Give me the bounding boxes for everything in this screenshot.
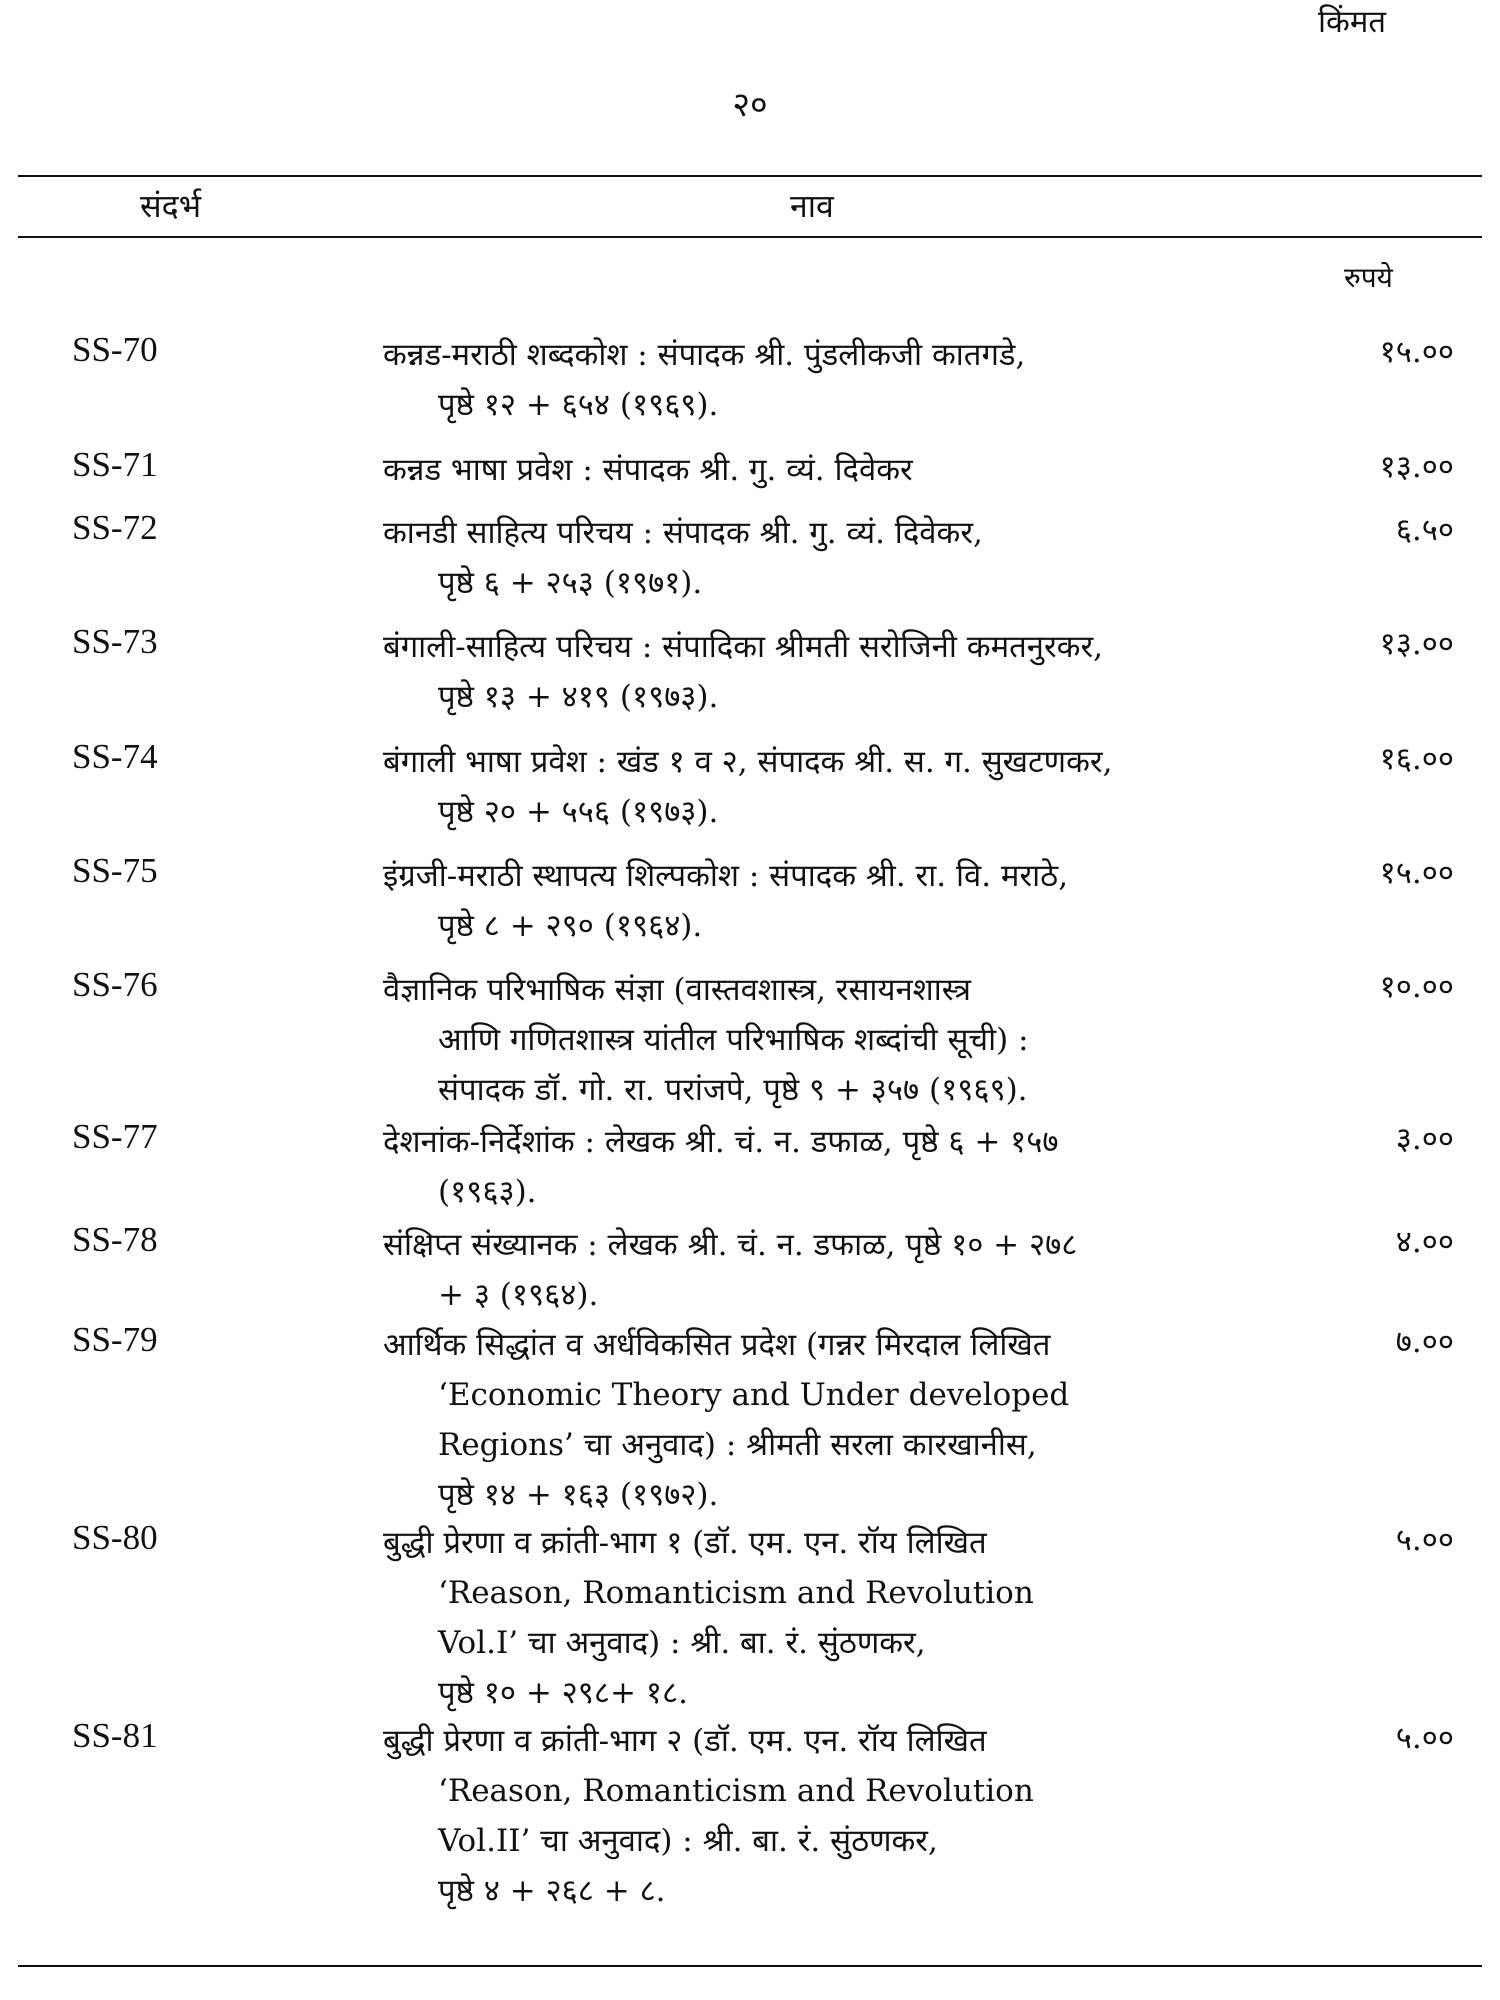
entry-title: [383, 622, 1275, 722]
entry-title-line: कन्नड भाषा प्रवेश : संपादक श्री. गु. व्यं. दिवेकर: [383, 452, 913, 488]
entry-title-line: पृष्ठे ६ + २५३ (१९७१).: [438, 565, 703, 601]
entry-title-line: बुद्धी प्रेरणा व क्रांती-भाग २ (डॉ. एम. एन. रॉय लिखित: [383, 1723, 987, 1759]
entry-title: [383, 851, 1275, 951]
entry-price: १०.००: [1379, 969, 1454, 1005]
entry-ref: SS-80: [72, 1518, 158, 1557]
entry-ref: SS-78: [72, 1220, 158, 1259]
column-header-price: किंमत: [1318, 4, 1387, 40]
currency-label: रुपये: [1344, 261, 1393, 294]
entry-price: ७.००: [1395, 1324, 1454, 1360]
entry-price: ४.००: [1395, 1224, 1454, 1260]
entry-title: [383, 508, 1275, 608]
entry-title-line: पृष्ठे १३ + ४१९ (१९७३).: [438, 679, 719, 715]
entry-title-line: वैज्ञानिक परिभाषिक संज्ञा (वास्तवशास्त्र, रसायनशास्त्र: [383, 972, 971, 1008]
entry-title: [383, 445, 1275, 495]
column-header-ref: संदर्भ: [140, 187, 202, 225]
entry-title-line: बुद्धी प्रेरणा व क्रांती-भाग १ (डॉ. एम. एन. रॉय लिखित: [383, 1525, 987, 1561]
entry-title-line: Regions’ चा अनुवाद) : श्रीमती सरला कारखानीस,: [438, 1427, 1037, 1463]
entry-title-line: इंग्रजी-मराठी स्थापत्य शिल्पकोश : संपादक श्री. रा. वि. मराठे,: [383, 858, 1069, 894]
entry-price: १३.००: [1379, 449, 1454, 485]
entry-title: [383, 1320, 1275, 1520]
entry-title: [383, 1117, 1275, 1217]
page-number: २०: [732, 85, 768, 125]
entry-ref: SS-75: [72, 851, 158, 890]
entry-title-line: पृष्ठे १४ + १६३ (१९७२).: [438, 1477, 719, 1513]
entry-price: ५.००: [1395, 1522, 1454, 1558]
entry-title-line: Vol.I’ चा अनुवाद) : श्री. बा. रं. सुंठणकर,: [438, 1625, 926, 1661]
column-header-name: नाव: [790, 187, 834, 225]
entry-price: ३.००: [1395, 1121, 1454, 1157]
table-header-rule: [18, 236, 1482, 238]
entry-title-line: ‘Reason, Romanticism and Revolution: [438, 1575, 1034, 1611]
entry-title-line: ‘Reason, Romanticism and Revolution: [438, 1773, 1034, 1809]
entry-title: [383, 330, 1275, 430]
entry-price: १६.००: [1379, 741, 1454, 777]
entry-title-line: बंगाली भाषा प्रवेश : खंड १ व २, संपादक श्री. स. ग. सुखटणकर,: [383, 744, 1113, 780]
entry-price: १५.००: [1379, 334, 1454, 370]
entry-title: [383, 965, 1275, 1115]
entry-ref: SS-70: [72, 330, 158, 369]
entry-ref: SS-73: [72, 622, 158, 661]
entry-title-line: (१९६३).: [438, 1174, 537, 1210]
entry-title-line: + ३ (१९६४).: [438, 1277, 599, 1313]
entry-ref: SS-72: [72, 508, 158, 547]
entry-title: [383, 737, 1275, 837]
entry-ref: SS-81: [72, 1716, 158, 1755]
entry-price: ५.००: [1395, 1720, 1454, 1756]
table-top-rule: [18, 175, 1482, 177]
entry-price: १३.००: [1379, 626, 1454, 662]
entry-title-line: पृष्ठे १२ + ६५४ (१९६९).: [438, 387, 719, 423]
entry-price: १५.००: [1379, 855, 1454, 891]
entry-ref: SS-77: [72, 1117, 158, 1156]
entry-title-line: पृष्ठे २० + ५५६ (१९७३).: [438, 794, 719, 830]
entry-title-line: बंगाली-साहित्य परिचय : संपादिका श्रीमती सरोजिनी कमतनुरकर,: [383, 629, 1104, 665]
entry-title-line: कानडी साहित्य परिचय : संपादक श्री. गु. व्यं. दिवेकर,: [383, 515, 983, 551]
entry-ref: SS-74: [72, 737, 158, 776]
entry-title-line: Vol.II’ चा अनुवाद) : श्री. बा. रं. सुंठणकर,: [438, 1823, 938, 1859]
entry-ref: SS-79: [72, 1320, 158, 1359]
entry-title: [383, 1518, 1275, 1718]
entry-title-line: पृष्ठे ४ + २६८ + ८.: [438, 1873, 666, 1909]
entry-title-line: आर्थिक सिद्धांत व अर्धविकसित प्रदेश (गन्नर मिरदाल लिखित: [383, 1327, 1051, 1363]
entry-ref: SS-71: [72, 445, 158, 484]
entry-ref: SS-76: [72, 965, 158, 1004]
entry-title-line: ‘Economic Theory and Under developed: [438, 1377, 1070, 1413]
entry-title-line: संपादक डॉ. गो. रा. परांजपे, पृष्ठे ९ + ३५७ (१९६९).: [438, 1072, 1028, 1108]
entry-price: ६.५०: [1395, 512, 1454, 548]
entry-title: [383, 1716, 1275, 1916]
entry-title-line: पृष्ठे १० + २९८+ १८.: [438, 1675, 688, 1711]
table-bottom-rule: [18, 1965, 1482, 1967]
entry-title-line: कन्नड-मराठी शब्दकोश : संपादक श्री. पुंडलीकजी कातगडे,: [383, 337, 1026, 373]
entry-title-line: पृष्ठे ८ + २९० (१९६४).: [438, 908, 703, 944]
entry-title-line: आणि गणितशास्त्र यांतील परिभाषिक शब्दांची सूची) :: [438, 1022, 1029, 1058]
entry-title: [383, 1220, 1275, 1320]
entry-title-line: देशनांक-निर्देशांक : लेखक श्री. चं. न. डफाळ, पृष्ठे ६ + १५७: [383, 1124, 1059, 1160]
entry-title-line: संक्षिप्त संख्यानक : लेखक श्री. चं. न. डफाळ, पृष्ठे १० + २७८: [383, 1227, 1078, 1263]
